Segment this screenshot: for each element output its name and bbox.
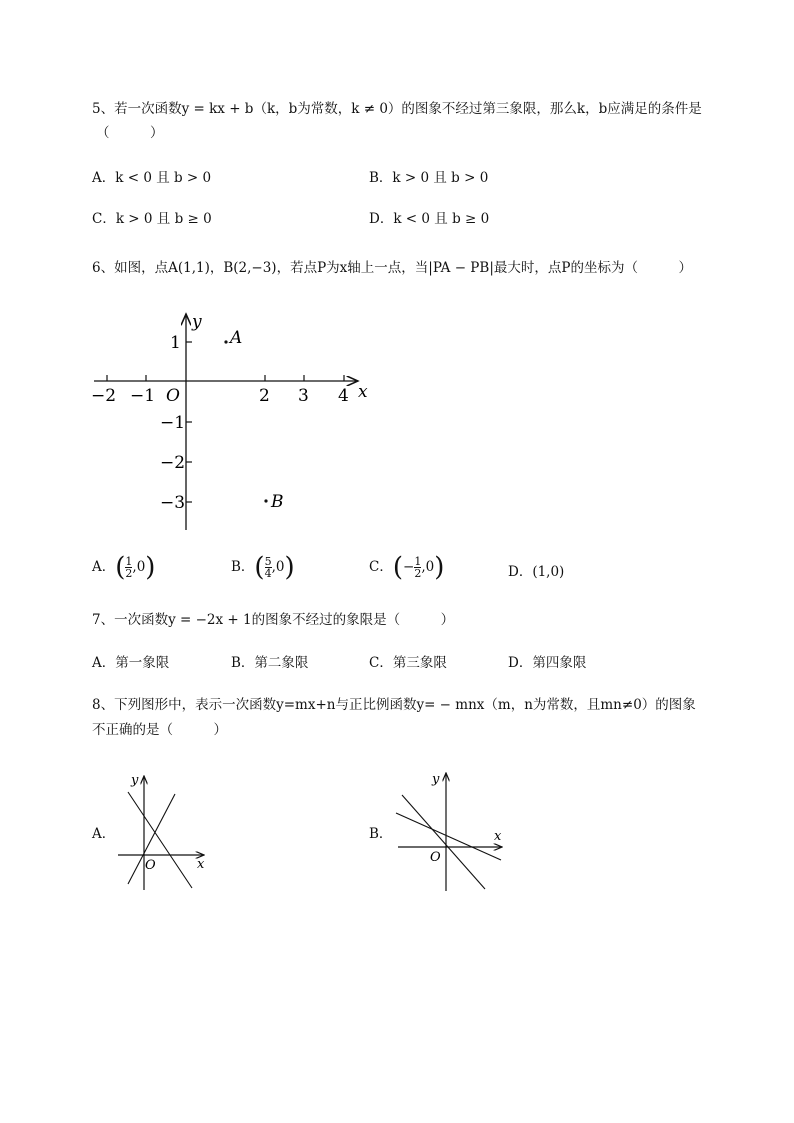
q6-point-b-label: B xyxy=(271,492,284,512)
q5-line1: 5、若一次函数y = kx + b（k，b为常数，k ≠ 0）的图象不经过第三象限，那么k，b应满足的条件是 xyxy=(92,101,702,117)
q5-option-c[interactable]: C．k > 0 且 b ≥ 0 xyxy=(92,211,212,227)
q6-coordinate-figure xyxy=(88,308,388,538)
fraction-numerator: 1 xyxy=(125,555,133,568)
fraction-denominator: 2 xyxy=(414,567,422,580)
q8-figure-b xyxy=(390,765,515,895)
q6-x-tick-label: 2 xyxy=(259,386,270,406)
q6-option-a-prefix: A． xyxy=(92,559,116,575)
q6-x-tick-label: −1 xyxy=(130,386,156,406)
q6-x-tick-label: 4 xyxy=(338,386,349,406)
q6-option-c-sign: − xyxy=(403,559,415,575)
q6-y-axis-label: y xyxy=(192,312,202,332)
q6-y-tick-label: −3 xyxy=(160,493,186,513)
q6-x-axis-label: x xyxy=(358,382,368,402)
q8b-x-label: x xyxy=(494,829,502,844)
q6-x-tick-label: −2 xyxy=(91,386,117,406)
q5-option-a[interactable]: A．k < 0 且 b > 0 xyxy=(92,170,212,186)
q7-text: 7、一次函数y = −2x + 1的图象不经过的象限是（ ） xyxy=(92,612,455,628)
q6-option-d[interactable]: D．(1,0) xyxy=(508,564,565,580)
q6-text: 6、如图，点A(1,1)，B(2,−3)，若点P为x轴上一点，当|PA − PB|最大时，点P的坐标为（ ） xyxy=(92,260,692,276)
fraction-denominator: 2 xyxy=(125,567,133,580)
q7-option-c[interactable]: C．第三象限 xyxy=(369,655,447,671)
q6-point-a xyxy=(224,340,227,343)
q7-option-b[interactable]: B．第二象限 xyxy=(231,655,309,671)
q6-y-tick-label: 1 xyxy=(170,333,181,353)
q6-option-c-prefix: C． xyxy=(369,559,393,575)
q8-line1: 8、下列图形中，表示一次函数y=mx+n与正比例函数y= − mnx（m，n为常数，且mn≠0）的图象 xyxy=(92,697,696,713)
q8b-line-1 xyxy=(396,813,501,860)
fraction-numerator: 1 xyxy=(414,555,422,568)
q6-y-tick-label: −1 xyxy=(160,413,186,433)
q6-option-b-fraction xyxy=(265,556,272,579)
q5-line2: （ ） xyxy=(96,125,164,141)
q8-figure-a-label[interactable]: A． xyxy=(92,826,116,842)
q8b-y-label: y xyxy=(432,772,440,787)
q8a-x-label: x xyxy=(197,857,205,872)
q6-option-b-tail: ,0 xyxy=(271,559,285,575)
q6-option-b-prefix: B． xyxy=(231,559,255,575)
q6-option-a[interactable]: A．( $\frac{1}{2}$ ,0) xyxy=(92,552,156,583)
q8-figure-b-label[interactable]: B． xyxy=(369,826,393,842)
q8b-line-2 xyxy=(402,795,485,889)
q5-option-d[interactable]: D．k < 0 且 b ≥ 0 xyxy=(369,211,490,227)
fraction-numerator: 5 xyxy=(264,555,272,568)
q8a-y-label: y xyxy=(131,773,139,788)
q8a-line-1 xyxy=(128,792,192,888)
q6-option-c-tail: ,0 xyxy=(421,559,435,575)
q8a-origin-label: O xyxy=(145,858,156,873)
q6-x-tick-label: 3 xyxy=(298,386,309,406)
q6-option-b[interactable]: B．( $\frac{5}{4}$ ,0) xyxy=(231,552,295,583)
q7-option-d[interactable]: D．第四象限 xyxy=(508,655,587,671)
q8b-origin-label: O xyxy=(430,850,441,865)
fraction-denominator: 4 xyxy=(264,567,272,580)
q6-option-c[interactable]: C．(− $\frac{1}{2}$ ,0) xyxy=(369,552,445,583)
q6-point-a-label: A xyxy=(230,328,243,348)
q5-option-b[interactable]: B．k > 0 且 b > 0 xyxy=(369,170,489,186)
q7-option-a[interactable]: A．第一象限 xyxy=(92,655,170,671)
q8-figure-a xyxy=(112,770,222,895)
q6-point-b xyxy=(264,499,267,502)
q6-origin-label: O xyxy=(166,386,180,406)
q6-y-tick-label: −2 xyxy=(160,453,186,473)
q8-line2: 不正确的是（ ） xyxy=(92,722,227,738)
q6-option-a-tail: ,0 xyxy=(132,559,146,575)
